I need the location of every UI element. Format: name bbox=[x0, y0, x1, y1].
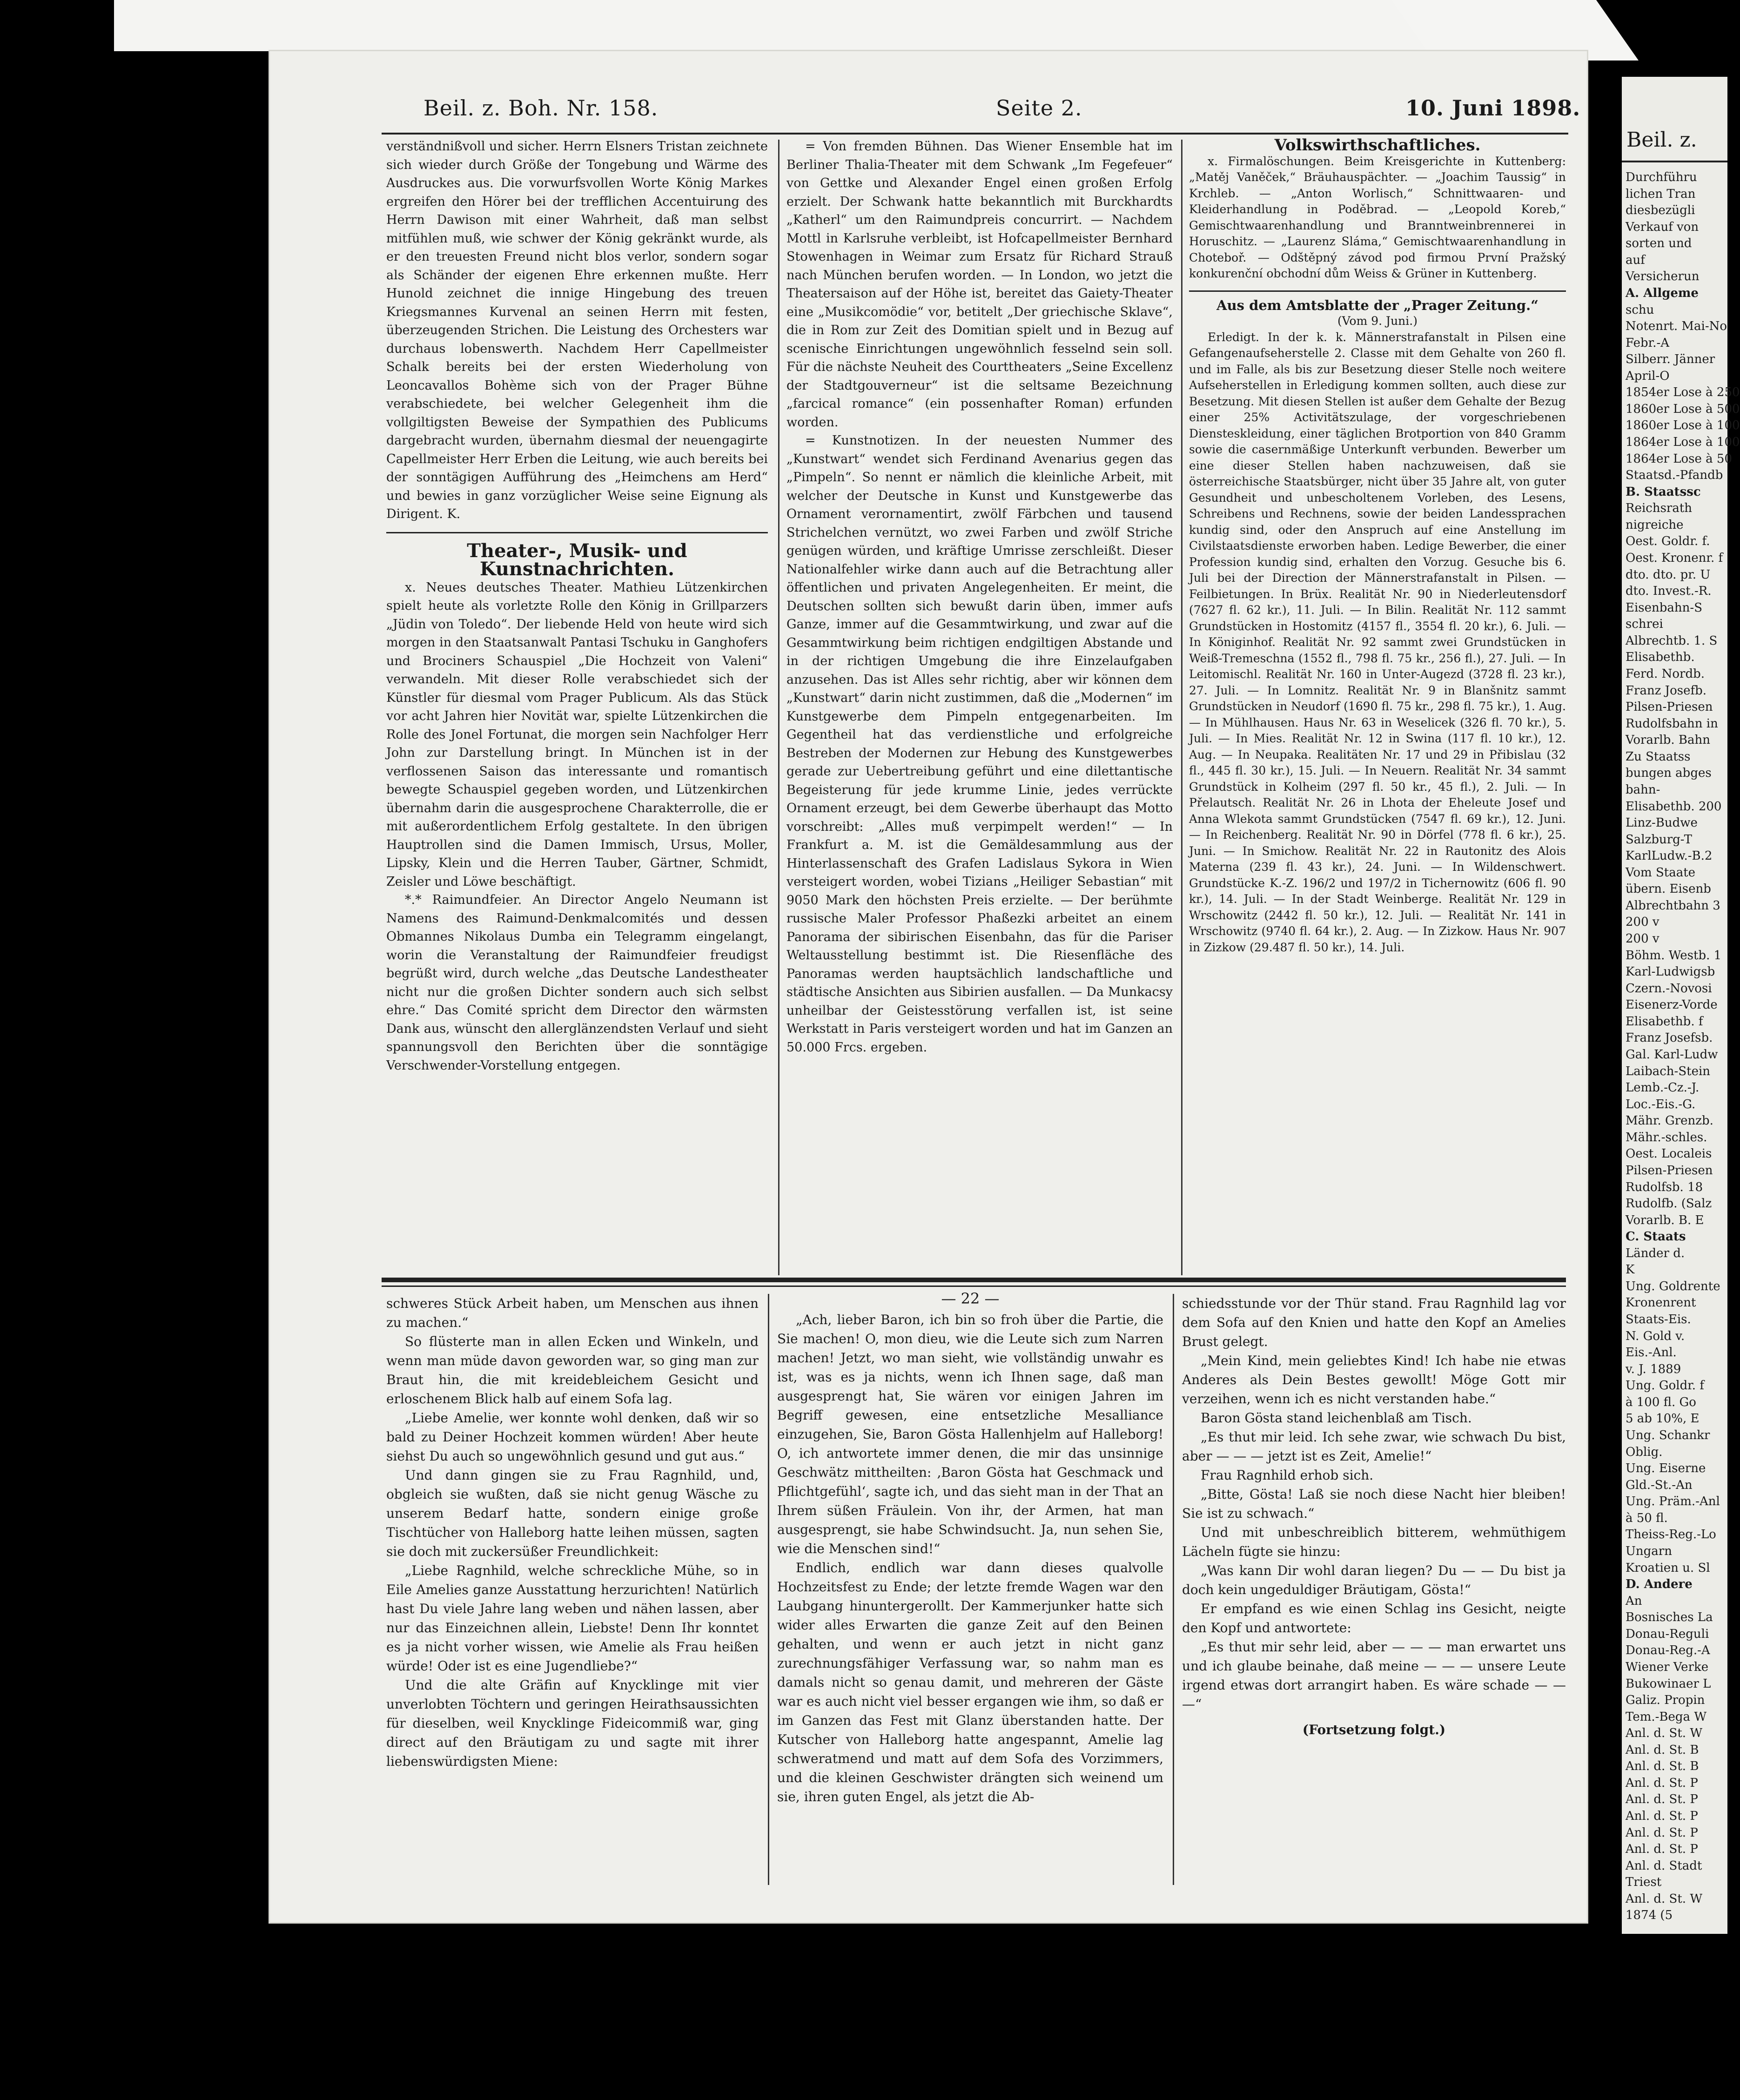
next-page-line: Albrechtb. 1. S bbox=[1626, 633, 1718, 648]
story-paragraph: Und dann gingen sie zu Frau Ragnhild, und, obgleich sie wußten, daß sie nicht genug Wäsche zu unserem Bedarf hatte, sondern einige große Tischtücher von Halleborg hatte leihen müssen, sagten sie doch mit zuckersüßer Freundlichkeit: bbox=[386, 1467, 759, 1559]
next-page-line: Franz Josefsb. bbox=[1626, 1031, 1713, 1045]
next-page-line: Oest. Kronenr. f bbox=[1626, 551, 1723, 565]
header-center: Seite 2. bbox=[996, 95, 1082, 121]
economics-title: Volkswirthschaftliches. bbox=[1274, 136, 1481, 155]
next-page-line: sorten und bbox=[1626, 236, 1692, 251]
next-page-line: 200 v bbox=[1626, 932, 1659, 946]
next-page-line: Versicherun bbox=[1626, 269, 1700, 284]
column-2 bbox=[786, 137, 1173, 1057]
column-divider bbox=[1181, 140, 1182, 1275]
next-page-line: Oblig. bbox=[1626, 1445, 1663, 1459]
next-page-line: Länder d. bbox=[1626, 1246, 1685, 1260]
next-page-line: 1860er Lose à 500 bbox=[1626, 402, 1740, 416]
next-page-line: lichen Tran bbox=[1626, 187, 1696, 201]
feuilleton-rule bbox=[382, 1278, 1566, 1282]
next-page-line: 5 ab 10%, E bbox=[1626, 1412, 1700, 1426]
next-page-line: schrei bbox=[1626, 617, 1663, 632]
next-page-line: Vom Staate bbox=[1626, 865, 1696, 880]
column-1 bbox=[386, 137, 768, 1075]
next-page-line: 1860er Lose à 100 bbox=[1626, 418, 1740, 433]
next-page-line: Elisabethb. bbox=[1626, 650, 1695, 665]
news-paragraph: = Von fremden Bühnen. Das Wiener Ensemble hat im Berliner Thalia-Theater mit dem Schwank „Im Fegefeuer“ von Gettke und Alexander Engel einen großen Erfolg erzielt. Der Schwank hatte bekanntlich mit Burckhardts „Katherl“ um den Raimundpreis concurrirt. — Nachdem Mottl in Karlsruhe verbleibt, ist Hofcapellmeister Bernhard Stowenhagen in Weimar zum Ersatz für Richard Strauß nach München berufen worden. — In London, wo jetzt die Theatersaison auf der Höhe ist, bereitet das Gaiety-Theater eine „Musikcomödie“ vor, betitelt „Der griechische Sklave“, die in Rom zur Zeit des Domitian spielt und in Bezug auf scenische Einrichtungen ungewöhnlich fesselnd sein soll. Für die nächste Neuheit des Courttheaters „Seine Excellenz der Stadtgouverneur“ ist die seltsame Bezeichnung „farcical romance“ (ein possenhafter Roman) erfunden worden. bbox=[786, 139, 1173, 430]
story-paragraph: Und mit unbeschreiblich bitterem, wehmüthigem Lächeln fügte sie hinzu: bbox=[1182, 1525, 1566, 1559]
next-page-line: Eis.-Anl. bbox=[1626, 1346, 1677, 1360]
next-page-line: 1864er Lose à 50 bbox=[1626, 451, 1733, 466]
column-3 bbox=[1189, 137, 1566, 956]
next-page-line: Czern.-Novosi bbox=[1626, 981, 1712, 996]
next-page-line: Rudolfsbahn in bbox=[1626, 716, 1718, 731]
next-page-line: Staats-Eis. bbox=[1626, 1312, 1691, 1327]
next-page-line: A. Allgeme bbox=[1626, 286, 1699, 300]
next-page-line: v. J. 1889 bbox=[1626, 1362, 1681, 1376]
story-paragraph: „Bitte, Gösta! Laß sie noch diese Nacht hier bleiben! Sie ist zu schwach.“ bbox=[1182, 1487, 1566, 1521]
story-paragraph: „Es thut mir sehr leid, aber — — — man erwartet uns und ich glaube beinahe, daß meine — — — unsere Leute irgend etwas dort arrangirt haben. Es wäre schade — — —“ bbox=[1182, 1639, 1566, 1712]
next-page-line: Theiss-Reg.-Lo bbox=[1626, 1528, 1716, 1542]
next-page-line: Albrechtbahn 3 bbox=[1626, 898, 1720, 913]
story-paragraph: „Ach, lieber Baron, ich bin so froh über die Partie, die Sie machen! O, mon dieu, wie die Leute sich zum Narren machen! Jetzt, wo man sieht, wie vollständig unwahr es ist, was es ja nichts, wenn ich Ihnen sage, daß man ausgesprengt hat, Sie wären vor einigen Jahren im Begriff gewesen, eine entsetzliche Mesalliance einzugehen, Sie, Baron Gösta Hallenhjelm auf Halleborg! O, ich antwortete immer denen, die mir das unsinnige Geschwätz mittheilten: ‚Baron Gösta hat Geschmack und Pflichtgefühl‘, sagte ich, und das sieht man in der That an Ihrem süßen Fräulein. Von ihr, der Armen, hat man ausgesprengt, sie habe Schwindsucht. Ja, nun sehen Sie, wie die Menschen sind!“ bbox=[777, 1312, 1163, 1556]
story-paragraph: schweres Stück Arbeit haben, um Menschen aus ihnen zu machen.“ bbox=[386, 1296, 759, 1330]
next-page-line: Rudolfsb. 18 bbox=[1626, 1180, 1703, 1194]
header-left: Beil. z. Boh. Nr. 158. bbox=[423, 95, 658, 121]
next-page-line: Elisabethb. f bbox=[1626, 1014, 1703, 1029]
next-page-line: Galiz. Propin bbox=[1626, 1693, 1705, 1708]
story-paragraph: „Es thut mir leid. Ich sehe zwar, wie schwach Du bist, aber — — — jetzt ist es Zeit, Amelie!“ bbox=[1182, 1429, 1566, 1464]
firm-deletions: x. Firmalöschungen. Beim Kreisgerichte in Kuttenberg: „Matěj Vaněček,“ Bräuhauspächter. — „Joachim Taussig“ in Krchleb. — „Anton Worlisch,“ Schnittwaaren- und Kleiderhandlung in Poděbrad. — „Leopold Koreb,“ Gemischtwaarenhandlung und Branntweinbrennerei in Horuschitz. — „Laurenz Sláma,“ Gemischtwaarenhandlung in Choteboř. — Odštěpný závod pod firmou První Pražský konkurenční obchodní dům Weiss & Grüner in Kuttenberg. bbox=[1189, 154, 1566, 280]
story-paragraph: Baron Gösta stand leichenblaß am Tisch. bbox=[1201, 1410, 1472, 1426]
next-page-line: dto. dto. pr. U bbox=[1626, 567, 1711, 582]
feuilleton-rule-thin bbox=[382, 1286, 1566, 1287]
next-page-line: Bukowinaer L bbox=[1626, 1676, 1711, 1691]
next-page-line: Gal. Karl-Ludw bbox=[1626, 1048, 1718, 1062]
scan-border-left bbox=[114, 0, 270, 2100]
next-page-line: KarlLudw.-B.2 bbox=[1626, 849, 1713, 863]
next-page-line: Febr.-A bbox=[1626, 336, 1670, 350]
next-page-header: Beil. z. bbox=[1626, 128, 1697, 152]
story-paragraph: Frau Ragnhild erhob sich. bbox=[1201, 1467, 1374, 1483]
section-title: Theater-, Musik- und Kunstnachrichten. bbox=[467, 539, 687, 580]
story-paragraph: „Liebe Ragnhild, welche schreckliche Mühe, so in Eile Amelies ganze Ausstattung herzurichten! Natürlich hast Du viele Jahre lang weben und nähen lassen, aber nur das Einzeichnen allein, Liebste! Denn Ihr konntet es ja nicht vorher wissen, wie Amelie als Frau heißen würde! Oder ist es eine Jugendliebe?“ bbox=[386, 1563, 759, 1674]
next-page-line: Anl. d. St. B bbox=[1626, 1743, 1699, 1757]
next-page-line: Anl. d. St. P bbox=[1626, 1825, 1698, 1840]
next-page-line: Anl. d. St. P bbox=[1626, 1792, 1698, 1807]
next-page-line: Verkauf von bbox=[1626, 220, 1699, 234]
section-rule bbox=[1189, 290, 1566, 292]
next-page-line: Ung. Präm.-Anl bbox=[1626, 1494, 1720, 1509]
next-page-fragment bbox=[1622, 77, 1740, 1934]
next-page-rule bbox=[1622, 161, 1727, 162]
header-rule bbox=[382, 133, 1568, 135]
next-page-line: Bosnisches La bbox=[1626, 1610, 1713, 1625]
next-page-line: Loc.-Eis.-G. bbox=[1626, 1097, 1696, 1111]
next-page-line: nigreiche bbox=[1626, 518, 1684, 532]
next-page-line: D. Andere bbox=[1626, 1577, 1693, 1592]
next-page-line: Donau-Reguli bbox=[1626, 1627, 1709, 1641]
next-page-line: Kronenrent bbox=[1626, 1296, 1696, 1310]
next-page-line: Ung. Goldrente bbox=[1626, 1279, 1720, 1293]
column-divider bbox=[778, 140, 779, 1275]
next-page-line: Ung. Goldr. f bbox=[1626, 1379, 1704, 1393]
next-page-line: Zu Staatss bbox=[1626, 749, 1691, 764]
next-page-line: Anl. d. St. P bbox=[1626, 1809, 1698, 1824]
news-paragraph: x. Neues deutsches Theater. Mathieu Lützenkirchen spielt heute als vorletzte Rolle den König in Grillparzers „Jüdin von Toledo“. Der liebende Held von heute wird sich morgen in den Staatsanwalt Pantasi Tschuku in Ganghofers und Brociners Schauspiel „Die Hochzeit von Valeni“ verwandeln. Mit dieser Rolle verabschiedet sich der Künstler für diesmal vom Prager Publicum. Als das Stück vor acht Jahren hier Novität war, spielte Lützenkirchen die Rolle des Jonel Fortunat, die morgen sein Nachfolger Herr John zur Darstellung bringt. In München ist in der verflossenen Saison das interessante und romantisch bewegte Schauspiel gegeben worden, und Lützenkirchen übernahm darin die ausgesprochene Charakterrolle, die er mit außerordentlichem Erfolg gestaltete. In den übrigen Hauptrollen sind die Damen Immisch, Ursus, Moller, Lipsky, Klein und die Herren Tauber, Gärtner, Schmidt, Zeisler und Löwe beschäftigt. bbox=[386, 580, 768, 889]
review-paragraph: verständnißvoll und sicher. Herrn Elsners Tristan zeichnete sich wieder durch Größe der Tongebung und Wärme des Ausdruckes aus. Die vorwurfsvollen Worte König Markes ergreifen den Hörer bei der trefflichen Accentuirung des Herrn Dawison mit einer Wahrheit, daß man selbst mitfühlen muß, wie schwer der König gekränkt wurde, als er den treuesten Freund nicht blos verlor, sondern sogar als Schänder der eigenen Ehre erkennen mußte. Herr Hunold zeichnet die innige Hingebung des treuen Kriegsmannes Kurvenal an seinen Herrn mit festen, überzeugenden Strichen. Die Leistung des Orchesters war durchaus lobenswerth. Nachdem Herr Capellmeister Schalk bereits bei der ersten Wiederholung von Leoncavallos Bohème sich von der Prager Bühne verabschiedete, bei welcher Gelegenheit ihm die vollgiltigsten Beweise der Sympathien des Publicums dargebracht wurden, übernahm diesmal der neuengagirte Capellmeister Herr Erben die Leitung, wie auch bereits bei der sonntägigen Aufführung des „Heimchens am Herd“ und bewies in ganz vorzüglicher Weise seine Eignung als Dirigent. K. bbox=[386, 139, 768, 521]
next-page-line: Laibach-Stein bbox=[1626, 1064, 1711, 1078]
next-page-line: Anl. d. St. B bbox=[1626, 1759, 1699, 1774]
feuilleton-number: — 22 — bbox=[941, 1290, 1000, 1307]
next-page-line: Eisenerz-Vorde bbox=[1626, 998, 1718, 1012]
news-paragraph: = Kunstnotizen. In der neuesten Nummer des „Kunstwart“ wendet sich Ferdinand Avenarius gegen das „Pimpeln“. So nennt er nämlich die kleinliche Arbeit, mit welcher der Deutsche in Kunst und Kunstgewerbe das Ornament verornamentirt, zwölf Färbchen und tausend Strichelchen vernützt, wo zwei Farben und zwölf Striche genügen würden, und kräftige Umrisse zerschleißt. Dieser Nationalfehler wirke dann auch auf die Betrachtung aller öffentlichen und privaten Angelegenheiten. Er meint, die Deutschen sollten sich bewußt darin üben, immer aufs Ganze, immer auf die Gesammtwirkung, und zwar auf die Gesammtwirkung beim richtigen endgiltigen Abstande und in der richtigen Umgebung die ihre Einzelaufgaben anzusehen. Das ist Alles sehr richtig, aber wir können dem „Kunstwart“ darin nicht zustimmen, daß die „Modernen“ im Kunstgewerbe dem Pimpeln entgegenarbeiten. Im Gegentheil hat das verdienstliche und erfolgreiche Bestreben der Modernen zur Hebung des Kunstgewerbes gerade zur Uebertreibung geführt und eine dilettantische Begeisterung für jede krumme Linie, jedes verrückte Ornament erzeugt, bei dem Gewerbe überhaupt das Motto vorschreibt: „Alles muß verpimpelt werden!“ — In Frankfurt a. M. ist die Gemäldesammlung aus der Hinterlassenschaft des Grafen Ladislaus Sykora in Wien versteigert worden, wobei Tizians „Heiliger Sebastian“ mit 9050 Mark den höchsten Preis erzielte. — Der berühmte russische Maler Professor Phaßezki arbeitet an einem Panorama der sibirischen Eisenbahn, das für die Pariser Weltausstellung bestimmt ist. Die Riesenfläche des Panoramas werden hauptsächlich landschaftliche und städtische Ansichten aus Sibirien ausfallen. — Da Munkacsy unheilbar der Geistesstörung verfallen ist, ist seine Werkstatt in Paris versteigert worden und hat im Ganzen an 50.000 Frcs. ergeben. bbox=[786, 433, 1173, 1055]
underlying-page-edge bbox=[114, 0, 1557, 51]
feuilleton-column-2 bbox=[777, 1289, 1163, 1806]
next-page-line: Linz-Budwe bbox=[1626, 816, 1698, 830]
next-page-line: bahn- bbox=[1626, 782, 1660, 797]
next-page-line: Reichsrath bbox=[1626, 501, 1693, 516]
next-page-line: Anl. d. St. P bbox=[1626, 1776, 1698, 1790]
next-page-line: bungen abges bbox=[1626, 766, 1712, 781]
story-paragraph: Endlich, endlich war dann dieses qualvolle Hochzeitsfest zu Ende; der letzte fremde Wagen war den Laubgang hinuntergerollt. Der Kammerjunker hatte sich wider alles Erwarten die ganze Zeit auf den Beinen gehalten, und wenn er auch jetzt in nicht ganz zurechnungsfähiger Verfassung war, so nahm man es damals nicht so genau damit, und mehreren der Gäste war es auch nicht viel besser ergangen wie ihm, so daß er im Ganzen das Fest mit Glanz überstanden hatte. Der Kutscher von Halleborg hatte angespannt, Amelie lag schweratmend und matt auf dem Sofa des Vorzimmers, und die kleinen Geschwister drängten sich weinend um sie, ihren guten Engel, als jetzt die Ab- bbox=[777, 1560, 1163, 1804]
next-page-line: Mähr.-schles. bbox=[1626, 1130, 1707, 1144]
next-page-line: Oest. Localeis bbox=[1626, 1147, 1712, 1161]
next-page-line: K bbox=[1626, 1263, 1635, 1277]
next-page-line: auf bbox=[1626, 253, 1645, 267]
gazette-title: Aus dem Amtsblatte der „Prager Zeitung.“ bbox=[1216, 297, 1538, 313]
next-page-line: Oest. Goldr. f. bbox=[1626, 534, 1710, 549]
next-page-line: Triest bbox=[1626, 1875, 1662, 1890]
next-page-line: Gld.-St.-An bbox=[1626, 1478, 1693, 1492]
next-page-line: Böhm. Westb. 1 bbox=[1626, 948, 1722, 962]
next-page-line: B. Staatssc bbox=[1626, 485, 1701, 499]
next-page-line: Wiener Verke bbox=[1626, 1660, 1709, 1674]
feuilleton-column-3 bbox=[1182, 1294, 1566, 1739]
next-page-line: Mähr. Grenzb. bbox=[1626, 1114, 1713, 1128]
column-divider bbox=[768, 1294, 769, 1885]
next-page-line: Staatsd.-Pfandb bbox=[1626, 468, 1723, 483]
next-page-line: 1874 (5 bbox=[1626, 1908, 1673, 1923]
next-page-line: Vorarlb. B. E bbox=[1626, 1213, 1704, 1227]
next-page-line: Karl-Ludwigsb bbox=[1626, 965, 1715, 979]
next-page-line: Pilsen-Priesen bbox=[1626, 700, 1713, 714]
next-page-line: dto. Invest.-R. bbox=[1626, 584, 1712, 599]
gazette-date: (Vom 9. Juni.) bbox=[1337, 314, 1418, 328]
next-page-line: Anl. d. St. P bbox=[1626, 1842, 1698, 1857]
story-paragraph: Und die alte Gräfin auf Knycklinge mit vier unverlobten Töchtern und geringen Heirathsaussichten für dieselben, weil Knycklinge Fideicommiß war, ging direct auf den Bräutigam zu und sagte mit ihrer liebenswürdigsten Miene: bbox=[386, 1677, 759, 1769]
news-paragraph: *.* Raimundfeier. An Director Angelo Neumann ist Namens des Raimund-Denkmalcomités und dessen Obmannes Nikolaus Dumba ein Telegramm eingelangt, worin die Veranstaltung der Raimundfeier freudigst begrüßt wird, durch welche „das Deutsche Landestheater nicht nur die großen Dichter sondern auch sich selbst ehre.“ Das Comité spricht dem Director den wärmsten Dank aus, wünscht den allerglänzendsten Verlauf und sieht spannungsvoll den Berichten über die sonntägige Verschwender-Vorstellung entgegen. bbox=[386, 893, 768, 1073]
next-page-line: à 50 fl. bbox=[1626, 1511, 1668, 1525]
next-page-line: Durchführu bbox=[1626, 170, 1697, 184]
next-page-line: Lemb.-Cz.-J. bbox=[1626, 1081, 1700, 1095]
next-page-line: Rudolfb. (Salz bbox=[1626, 1197, 1712, 1211]
story-paragraph: „Liebe Amelie, wer konnte wohl denken, daß wir so bald zu Deiner Hochzeit kommen würden! Aber heute siehst Du auch so ungewöhnlich gesund und gut aus.“ bbox=[386, 1410, 759, 1464]
next-page-line: à 100 fl. Go bbox=[1626, 1395, 1696, 1409]
next-page-line: Donau-Reg.-A bbox=[1626, 1643, 1710, 1658]
next-page-line: Eisenbahn-S bbox=[1626, 600, 1703, 615]
next-page-line: An bbox=[1626, 1594, 1642, 1608]
next-page-line: 1854er Lose à 250 bbox=[1626, 385, 1740, 400]
page-header bbox=[270, 95, 1587, 128]
next-page-line: Ferd. Nordb. bbox=[1626, 666, 1705, 681]
next-page-line: diesbezügli bbox=[1626, 203, 1695, 218]
next-page-line: Silberr. Jänner bbox=[1626, 352, 1715, 367]
story-paragraph: So flüsterte man in allen Ecken und Winkeln, und wenn man müde davon geworden war, so ging man zur Braut hin, die mit kreidebleichem Gesicht und erloschenem Blick halb auf einem Sofa lag. bbox=[386, 1334, 759, 1407]
next-page-line: Salzburg-T bbox=[1626, 832, 1692, 847]
story-paragraph: Er empfand es wie einen Schlag ins Gesicht, neigte den Kopf und antwortete: bbox=[1182, 1601, 1566, 1636]
next-page-line: übern. Eisenb bbox=[1626, 882, 1711, 896]
next-page-line: C. Staats bbox=[1626, 1230, 1686, 1244]
column-divider bbox=[1173, 1294, 1174, 1885]
next-page-line: 1864er Lose à 100 bbox=[1626, 435, 1740, 450]
next-page-line: Anl. d. St. W bbox=[1626, 1891, 1703, 1906]
story-paragraph: schiedsstunde vor der Thür stand. Frau Ragnhild lag vor dem Sofa auf den Knien und hatte den Kopf an Amelies Brust gelegt. bbox=[1182, 1296, 1566, 1349]
newspaper-page bbox=[270, 51, 1587, 1922]
next-page-line: schu bbox=[1626, 303, 1654, 317]
section-rule bbox=[386, 532, 768, 533]
next-page-line: Elisabethb. 200 bbox=[1626, 799, 1722, 814]
next-page-line: 200 v bbox=[1626, 915, 1659, 929]
next-page-line: Ungarn bbox=[1626, 1544, 1672, 1558]
story-paragraph: „Mein Kind, mein geliebtes Kind! Ich habe nie etwas Anderes als Dein Bestes gewollt! Möge Gott mir verzeihen, wenn ich es nicht verstanden habe.“ bbox=[1182, 1353, 1566, 1407]
next-page-line: Anl. d. St. W bbox=[1626, 1726, 1703, 1741]
feuilleton-column-1 bbox=[386, 1294, 759, 1771]
gazette-paragraph: Erledigt. In der k. k. Männerstrafanstalt in Pilsen eine Gefangenaufseherstelle 2. Classe mit dem Gehalte von 260 fl. und im Falle, als bis zur Besetzung dieser Stelle noch weitere Aufseherstellen in Erledigung kommen sollten, auch diese zur Besetzung. Mit diesen Stellen ist außer dem Gehalte der Bezug einer 25% Activitätszulage, der vorgeschriebenen Diensteskleidung, einer täglichen Brotportion von 840 Gramm sowie die casernmäßige Unterkunft verbunden. Bewerber um eine dieser Stellen haben nachzuweisen, daß sie österreichische Staatsbürger, nicht über 35 Jahre alt, von guter Gesundheit und unbescholtenem Vorleben, des Lesens, Schreibens und Rechnens, sowie der beiden Landessprachen kundig sind, oder den Anspruch auf eine Anstellung im Civilstaatsdienste erworben haben. Ledige Bewerber, die einer Profession kundig sind, erhalten den Vorzug. Gesuche bis 6. Juli bei der Direction der Männerstrafanstalt in Pilsen. — Feilbietungen. In Brüx. Realität Nr. 90 in Niederleutensdorf (7627 fl. 62 kr.), 11. Juli. — In Bilin. Realität Nr. 112 sammt Grundstücken in Hostomitz (4157 fl., 3554 fl. 20 kr.), 6. Juli. — In Königinhof. Realität Nr. 92 sammt zwei Grundstücken in Weiß-Tremeschna (1552 fl., 798 fl. 75 kr., 256 fl.), 27. Juli. — In Leitomischl. Realität Nr. 160 in Unter-Augezd (3728 fl. 23 kr.), 27. Juli. — In Lomnitz. Realität Nr. 9 in Blanšnitz sammt Grundstücken in Neudorf (1690 fl. 75 kr., 298 fl. 75 kr.), 1. Aug. — In Mühlhausen. Haus Nr. 63 in Weselicek (326 fl. 70 kr.), 5. Juli. — In Mies. Realität Nr. 12 in Swina (117 fl. 10 kr.), 12. Aug. — In Neupaka. Realitäten Nr. 17 und 29 in Přibislau (32 fl., 445 fl. 30 kr.), 15. Juli. — In Neuern. Realität Nr. 34 sammt Grundstück in Kolheim (297 fl. 50 kr., 45 fl.), 2. Juli. — In Přelautsch. Realität Nr. 26 in Lhota der Eheleute Josef und Anna Wlekota sammt Grundstücken (7547 fl. 69 kr.), 12. Juni. — In Reichenberg. Realität Nr. 90 in Dörfel (778 fl. 6 kr.), 25. Juni. — In Smichow. Realität Nr. 22 in Rautonitz des Alois Materna (239 fl. 43 kr.), 24. Juni. — In Wildenschwert. Grundstücke K.-Z. 196/2 und 197/2 in Tichernowitz (606 fl. 90 kr.), 14. Juli. — In der Stadt Weinberge. Realität Nr. 129 in Wrschowitz (2442 fl. 50 kr.), 12. Juli. — Realität Nr. 141 in Wrschowitz (9740 fl. 64 kr.), 2. Aug. — In Zizkow. Haus Nr. 907 in Zizkow (29.487 fl. 50 kr.), 14. Juli. bbox=[1189, 330, 1566, 954]
next-page-line: N. Gold v. bbox=[1626, 1329, 1685, 1343]
header-right: 10. Juni 1898. bbox=[1405, 95, 1581, 121]
continuation-note: (Fortsetzung folgt.) bbox=[1302, 1722, 1446, 1737]
next-page-line: Tem.-Bega W bbox=[1626, 1710, 1707, 1724]
next-page-line: Kroatien u. Sl bbox=[1626, 1561, 1710, 1575]
next-page-line: Ung. Eiserne bbox=[1626, 1461, 1706, 1476]
next-page-line: April-O bbox=[1626, 369, 1670, 383]
next-page-line: Pilsen-Priesen bbox=[1626, 1163, 1713, 1178]
next-page-line: Ung. Schankr bbox=[1626, 1428, 1710, 1443]
next-page-line: Franz Josefb. bbox=[1626, 683, 1707, 698]
next-page-line: Anl. d. Stadt bbox=[1626, 1858, 1702, 1873]
next-page-line: Notenrt. Mai-No bbox=[1626, 319, 1727, 334]
story-paragraph: „Was kann Dir wohl daran liegen? Du — — Du bist ja doch kein ungeduldiger Bräutigam, Gösta!“ bbox=[1182, 1563, 1566, 1597]
next-page-line: Vorarlb. Bahn bbox=[1626, 733, 1710, 747]
